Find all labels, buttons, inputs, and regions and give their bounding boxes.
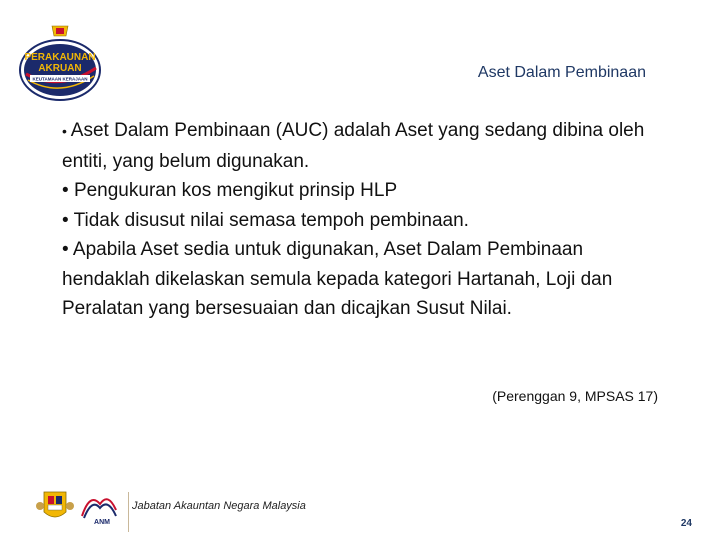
footer-org-name: Jabatan Akauntan Negara Malaysia: [132, 500, 306, 512]
bullet-icon: •: [62, 180, 74, 201]
reference-citation: (Perenggan 9, MPSAS 17): [492, 388, 658, 404]
bullet-text: Tidak disusut nilai semasa tempoh pembinaan.: [73, 209, 469, 231]
bullet-icon: •: [62, 239, 73, 260]
bullet-item: [62, 116, 662, 176]
slide-body: [62, 116, 662, 324]
perakaunan-akruan-logo: [16, 22, 104, 102]
bullet-text: Apabila Aset sedia untuk digunakan, Aset Dalam Pembinaan hendaklah dikelaskan semula kepada kategori Hartanah, Loji dan Peralatan yang bersesuaian dan dicajkan Susut Nilai.: [62, 239, 613, 319]
bullet-item: [62, 176, 662, 206]
page-number: 24: [680, 518, 692, 529]
anm-logo-icon: [82, 499, 116, 526]
footer-logos: [36, 486, 120, 526]
bullet-item: [62, 235, 662, 324]
logo-text-line3: KEUTAMAAN KERAJAAN: [32, 76, 88, 82]
logo-text-line1: PERAKAUNAN: [24, 52, 96, 63]
bullet-item: [62, 206, 662, 236]
crest-icon: [52, 26, 68, 36]
anm-logo-text: ANM: [94, 519, 110, 526]
bullet-icon: •: [62, 209, 74, 231]
bullet-text: Pengukuran kos mengikut prinsip HLP: [73, 180, 398, 201]
slide-title: Aset Dalam Pembinaan: [477, 64, 646, 81]
bullet-icon: •: [62, 123, 71, 139]
bullet-text: Aset Dalam Pembinaan (AUC) adalah Aset yang sedang dibina oleh entiti, yang belum digunakan.: [62, 120, 645, 172]
coat-of-arms-icon: [36, 492, 74, 517]
footer-divider: [128, 492, 129, 532]
logo-text-line2: AKRUAN: [38, 63, 82, 74]
